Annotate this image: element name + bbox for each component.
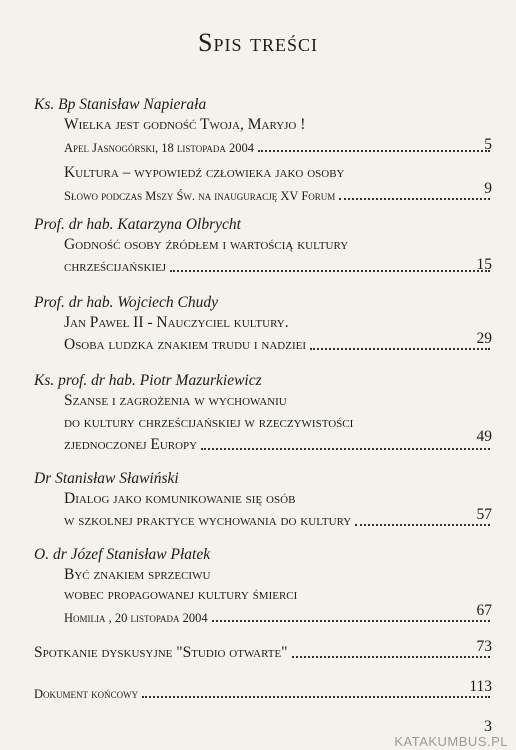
page-number: 57 [476, 506, 492, 523]
leader-dots [142, 696, 490, 698]
toc-item-title: Spotkanie dyskusyjne "Studio otwarte" [34, 642, 494, 662]
leader-dots [310, 348, 490, 350]
author-name: O. dr Józef Stanisław Płatek [34, 546, 211, 563]
toc-item-title: chrześcijańskiej [64, 256, 494, 276]
toc-item-title: Osoba ludzka znakiem trudu i nadziei [64, 334, 494, 354]
page-number: 29 [476, 330, 492, 347]
folio-page-number: 3 [484, 718, 492, 735]
toc-item-title: Kultura – wypowiedź człowieka jako osoby [64, 164, 345, 181]
leader-dots [170, 270, 490, 272]
toc-item-title: wobec propagowanej kultury śmierci [64, 586, 298, 603]
page-number: 49 [476, 428, 492, 445]
page-number: 9 [484, 180, 492, 197]
toc-item-title: Jan Paweł II - Nauczyciel kultury. [64, 314, 289, 331]
author-name: Ks. prof. dr hab. Piotr Mazurkiewicz [34, 372, 262, 389]
author-name: Prof. dr hab. Katarzyna Olbrycht [34, 216, 241, 233]
author-name: Dr Stanisław Sławiński [34, 470, 179, 487]
leader-dots [212, 620, 490, 622]
leader-dots [292, 656, 490, 658]
page-number: 67 [476, 602, 492, 619]
toc-item-title: Godność osoby źródłem i wartością kultury [64, 236, 349, 253]
toc-item-title: w szkolnej praktyce wychowania do kultury [64, 510, 494, 530]
toc-item-subtitle: Słowo podczas Mszy Św. na inaugurację XV Forum [64, 184, 494, 204]
page-number: 113 [469, 678, 492, 695]
author-name: Prof. dr hab. Wojciech Chudy [34, 294, 218, 311]
leader-dots [201, 448, 490, 450]
toc-item-title: zjednoczonej Europy [64, 434, 494, 454]
page-number: 73 [476, 638, 492, 655]
toc-item-title: Szanse i zagrożenia w wychowaniu [64, 392, 287, 409]
page-number: 15 [476, 256, 492, 273]
leader-dots [258, 150, 490, 152]
toc-item-title: Dialog jako komunikowanie się osób [64, 490, 296, 507]
toc-item-title: do kultury chrześcijańskiej w rzeczywistości [64, 414, 354, 431]
watermark: KATAKUMBUS.PL [394, 734, 508, 749]
toc-item-title: Wielka jest godność Twoja, Maryjo ! [64, 116, 306, 133]
author-name: Ks. Bp Stanisław Napierała [34, 96, 207, 113]
toc-item-title: Dokument końcowy [34, 682, 494, 702]
leader-dots [339, 198, 490, 200]
toc-item-subtitle: Apel Jasnogórski, 18 listopada 2004 [64, 136, 494, 156]
toc-item-subtitle: Homilia , 20 listopada 2004 [64, 606, 494, 626]
toc-item-title: Być znakiem sprzeciwu [64, 566, 211, 583]
page-number: 5 [484, 136, 492, 153]
leader-dots [355, 524, 490, 526]
page-title: Spis treści [198, 28, 318, 57]
